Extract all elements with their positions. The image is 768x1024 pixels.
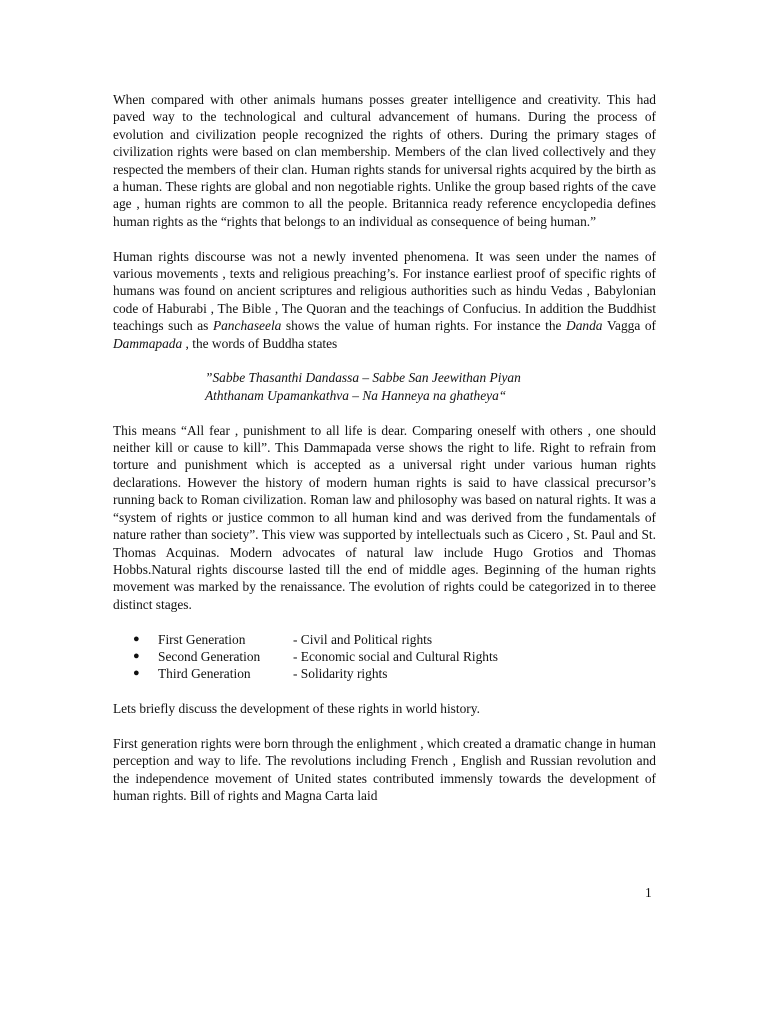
paragraph-natural-rights: This means “All fear , punishment to all life is dear. Comparing oneself with others , one should neither kill or cause to kill”. This Dammapada verse shows the right to life. Right to refrain from torture and punishment which is accepted as a universal right under various human rights declarations. However the history of modern human rights is said to have classical precursor’s running back to Roman civilization. Roman law and philosophy was based on natural rights. It was a “system of rights or justice common to all human kind and was derived from the fundamentals of nature rather than society”. This view was supported by intellectuals such as Cicero , St. Paul and St. Thomas Acquinas. Modern advocates of natural law include Hugo Grotios and Thomas Hobbs.Natural rights discourse lasted till the end of middle ages. Beginning of the human rights movement was marked by the renaissance. The evolution of rights could be categorized in to theree distinct stages. (113, 422, 656, 612)
list-item (133, 648, 656, 665)
bullet-icon: ● (133, 649, 140, 662)
generation-name: Second Generation (158, 648, 261, 664)
generation-name: Third Generation (158, 666, 251, 682)
document-body (113, 91, 656, 805)
generation-description: - Civil and Political rights (293, 631, 433, 647)
page-number: 1 (645, 885, 652, 900)
paragraph-history-text-c: shows the value of human rights. For instance the (281, 318, 567, 334)
generations-list (113, 631, 656, 683)
paragraph-history-text-a: Human rights discourse was not a newly invented phenomena. It was seen under the names of various movements , texts and religious preaching’s. For instance earliest proof of specific rights of humans was found on ancient scriptures and religious authorities such as hindu Vedas , Babylonian code of Haburabi , The Bible , The Quoran and the teachings of Confucius. In addition the Buddhist teachings such as (113, 248, 656, 334)
dammapada-term: Dammapada (113, 335, 183, 351)
paragraph-intro: When compared with other animals humans posses greater intelligence and creativity. This had paved way to the technological and cultural advancement of humans. During the process of evolution and civilization people recognized the rights of others. During the primary stages of civilization rights were based on clan membership. Members of the clan lived collectively and they respected the members of their clan. Human rights stands for universal rights acquired by the birth as a human. These rights are global and non negotiable rights. Unlike the group based rights of the cave age , human rights are common to all the people. Britannica ready reference encyclopedia defines human rights as the “rights that belongs to an individual as consequence of being human.” (113, 92, 656, 229)
generation-description: - Economic social and Cultural Rights (293, 648, 498, 664)
paragraph-discussion: Lets briefly discuss the development of these rights in world history. (113, 701, 480, 717)
panchaseela-term: Panchaseela (212, 318, 282, 334)
danda-term: Danda (566, 318, 603, 334)
paragraph-first-generation: First generation rights were born through the enlighment , which created a dramatic change in human perception and way to life. The revolutions including French , English and Russian revolution and the independence movement of United states contributed immensly towards the development of human rights. Bill of rights and Magna Carta laid (113, 735, 656, 804)
bullet-icon: ● (133, 632, 140, 645)
buddha-quote (113, 369, 656, 404)
quote-line-1: ”Sabbe Thasanthi Dandassa – Sabbe San Jeewithan Piyan (205, 370, 521, 386)
list-item (133, 631, 656, 648)
generation-description: - Solidarity rights (293, 666, 388, 682)
paragraph-history-text-g: , the words of Buddha states (182, 335, 338, 351)
generation-name: First Generation (158, 631, 246, 647)
paragraph-history (113, 248, 656, 352)
quote-line-2: Aththanam Upamankathva – Na Hanneya na ghatheya“ (205, 387, 507, 403)
paragraph-history-text-e: Vagga of (602, 318, 656, 334)
list-item (133, 665, 656, 682)
bullet-icon: ● (133, 667, 140, 680)
